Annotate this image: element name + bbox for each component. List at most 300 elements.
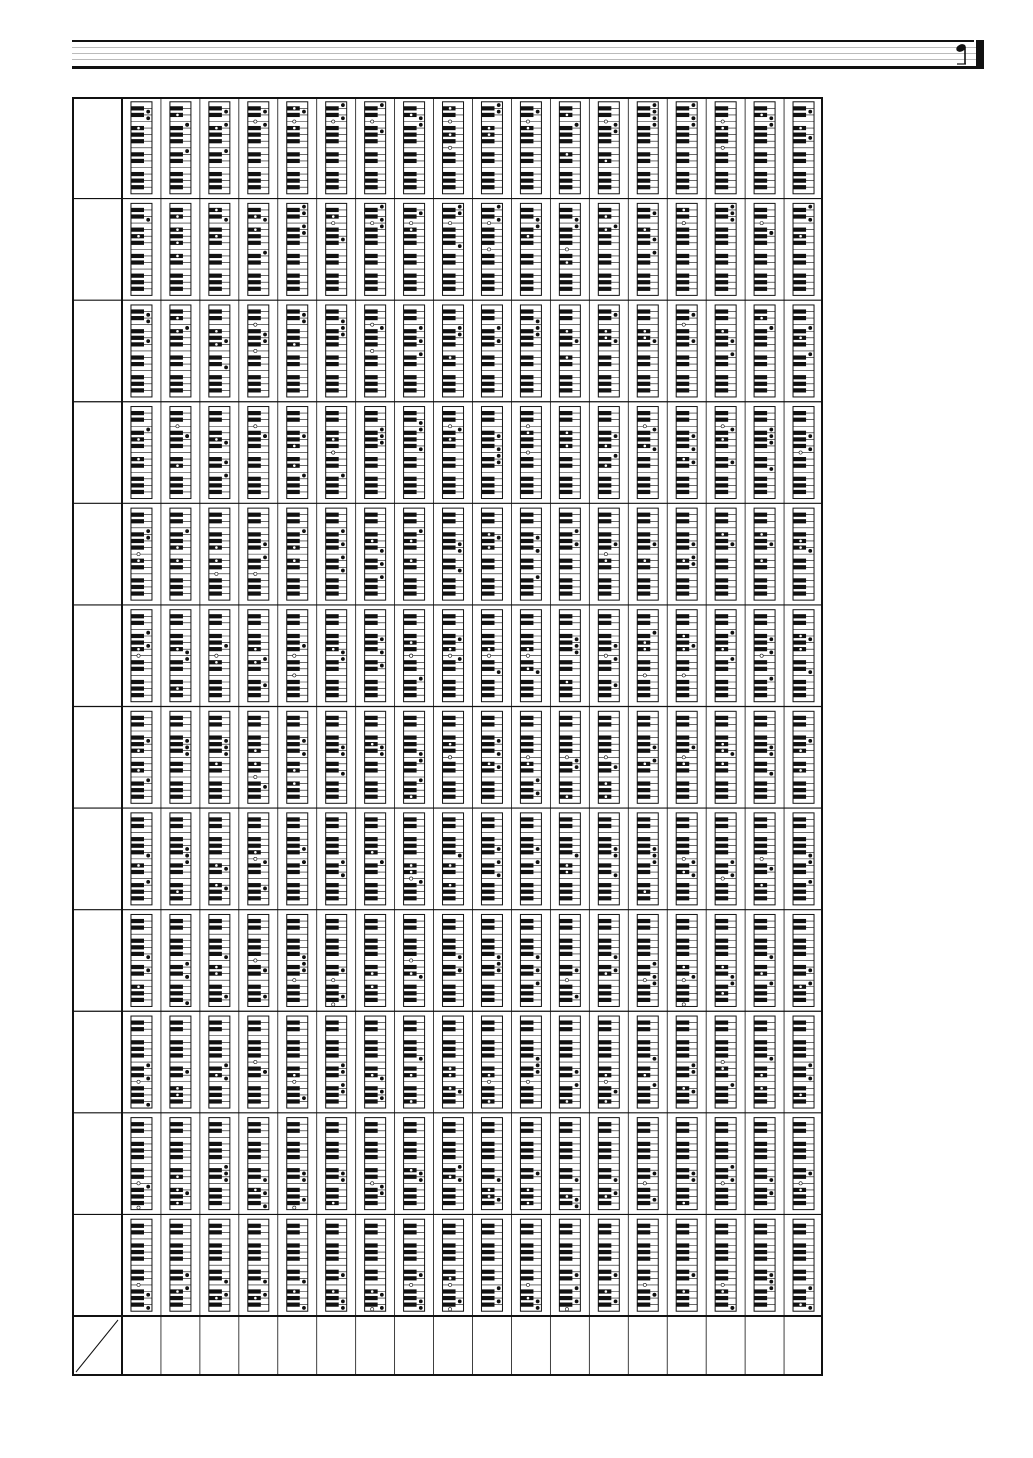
chord-dot xyxy=(809,982,812,985)
black-key xyxy=(404,490,417,494)
black-key xyxy=(793,418,806,422)
black-key xyxy=(131,795,144,799)
black-key xyxy=(676,742,689,746)
black-key xyxy=(287,837,300,841)
black-key xyxy=(209,945,222,949)
keyboard-diagram xyxy=(248,1016,269,1108)
black-key xyxy=(326,159,339,163)
black-key xyxy=(676,254,689,258)
chord-dot xyxy=(263,657,266,660)
black-key xyxy=(481,998,494,1002)
keyboard-diagram xyxy=(287,102,308,194)
black-key xyxy=(326,965,339,969)
black-key xyxy=(287,844,300,848)
black-key xyxy=(170,883,183,887)
chord-dot xyxy=(186,1070,189,1073)
black-key xyxy=(404,519,417,523)
black-key xyxy=(481,418,494,422)
black-key xyxy=(131,362,144,366)
black-key xyxy=(481,667,494,671)
black-key xyxy=(287,640,300,644)
black-key xyxy=(443,565,456,569)
black-key xyxy=(443,939,456,943)
chord-dot xyxy=(302,530,305,533)
black-key xyxy=(559,159,572,163)
black-key xyxy=(131,355,144,359)
black-key xyxy=(676,621,689,625)
keyboard-diagram xyxy=(209,711,230,803)
black-key xyxy=(287,477,300,481)
black-key xyxy=(520,1047,533,1051)
chord-dot xyxy=(293,126,296,129)
black-key xyxy=(481,208,494,212)
black-key xyxy=(481,716,494,720)
black-key xyxy=(365,667,378,671)
keyboard-diagram xyxy=(131,305,152,397)
black-key xyxy=(365,133,378,137)
black-key xyxy=(443,260,456,264)
keyboard-diagram xyxy=(559,305,580,397)
black-key xyxy=(326,850,339,854)
chord-dot xyxy=(799,985,802,988)
keyboard-diagram xyxy=(326,508,347,600)
chord-dot xyxy=(224,366,227,369)
black-key xyxy=(287,214,300,218)
chord-dot xyxy=(526,120,529,123)
chord-dot xyxy=(487,248,490,251)
black-key xyxy=(404,139,417,143)
black-key xyxy=(287,998,300,1002)
chord-dot xyxy=(799,648,802,651)
black-key xyxy=(443,781,456,785)
black-key xyxy=(443,490,456,494)
chord-dot xyxy=(371,985,374,988)
black-key xyxy=(248,1021,261,1025)
black-key xyxy=(326,693,339,697)
black-key xyxy=(131,106,144,110)
black-key xyxy=(326,939,339,943)
keyboard-diagram xyxy=(170,203,191,295)
black-key xyxy=(287,621,300,625)
black-key xyxy=(443,519,456,523)
chord-dot xyxy=(653,746,656,749)
chord-dot xyxy=(341,995,344,998)
black-key xyxy=(559,287,572,291)
black-key xyxy=(326,578,339,582)
chord-dot xyxy=(176,687,179,690)
chord-dot xyxy=(254,661,257,664)
black-key xyxy=(326,355,339,359)
black-key xyxy=(131,241,144,245)
black-key xyxy=(248,1027,261,1031)
black-key xyxy=(793,952,806,956)
black-key xyxy=(248,172,261,176)
black-key xyxy=(676,444,689,448)
black-key xyxy=(754,640,767,644)
black-key xyxy=(248,133,261,137)
black-key xyxy=(287,172,300,176)
black-key xyxy=(287,952,300,956)
black-key xyxy=(481,234,494,238)
black-key xyxy=(676,274,689,278)
black-key xyxy=(131,945,144,949)
black-key xyxy=(287,890,300,894)
black-key xyxy=(715,539,728,543)
chord-dot xyxy=(380,205,383,208)
black-key xyxy=(209,382,222,386)
chord-dot xyxy=(643,559,646,562)
chord-dot xyxy=(137,1080,140,1083)
chord-dot xyxy=(137,749,140,752)
chord-dot xyxy=(341,772,344,775)
black-key xyxy=(326,1053,339,1057)
black-key xyxy=(404,749,417,753)
keyboard-diagram xyxy=(365,305,386,397)
black-key xyxy=(637,375,650,379)
chord-dot xyxy=(487,1080,490,1083)
black-key xyxy=(326,585,339,589)
black-key xyxy=(715,621,728,625)
keyboard-diagram xyxy=(637,102,658,194)
chord-dot xyxy=(692,461,695,464)
black-key xyxy=(676,336,689,340)
black-key xyxy=(209,464,222,468)
black-key xyxy=(365,722,378,726)
black-key xyxy=(481,179,494,183)
chord-dot xyxy=(565,431,568,434)
black-key xyxy=(793,735,806,739)
black-key xyxy=(676,850,689,854)
black-key xyxy=(248,274,261,278)
black-key xyxy=(520,985,533,989)
chord-dot xyxy=(448,654,451,657)
black-key xyxy=(637,545,650,549)
black-key xyxy=(443,621,456,625)
keyboard-diagram xyxy=(559,813,580,905)
black-key xyxy=(520,972,533,976)
chord-dot xyxy=(380,1097,383,1100)
black-key xyxy=(131,621,144,625)
black-key xyxy=(170,274,183,278)
black-key xyxy=(209,214,222,218)
black-key xyxy=(209,241,222,245)
black-key xyxy=(287,513,300,517)
black-key xyxy=(637,850,650,854)
black-key xyxy=(637,926,650,930)
keyboard-diagram xyxy=(209,305,230,397)
keyboard-diagram xyxy=(520,305,541,397)
black-key xyxy=(131,214,144,218)
black-key xyxy=(365,490,378,494)
black-key xyxy=(365,483,378,487)
black-key xyxy=(754,254,767,258)
black-key xyxy=(559,1086,572,1090)
black-key xyxy=(404,309,417,313)
black-key xyxy=(365,329,378,333)
chord-dot xyxy=(682,756,685,759)
keyboard-diagram xyxy=(326,813,347,905)
black-key xyxy=(248,287,261,291)
chord-dot xyxy=(731,975,734,978)
black-key xyxy=(248,735,261,739)
keyboard-diagram xyxy=(715,711,736,803)
black-key xyxy=(715,362,728,366)
chord-dot xyxy=(692,556,695,559)
black-key xyxy=(598,837,611,841)
chord-dot xyxy=(682,870,685,873)
black-key xyxy=(637,139,650,143)
black-key xyxy=(248,444,261,448)
chord-dot xyxy=(604,120,607,123)
black-key xyxy=(326,890,339,894)
black-key xyxy=(326,431,339,435)
chord-dot xyxy=(254,749,257,752)
keyboard-diagram xyxy=(481,610,502,702)
black-key xyxy=(365,939,378,943)
chord-dot xyxy=(137,438,140,441)
chord-dot xyxy=(731,212,734,215)
black-key xyxy=(248,1067,261,1071)
black-key xyxy=(443,667,456,671)
black-key xyxy=(481,437,494,441)
black-key xyxy=(326,742,339,746)
black-key xyxy=(481,1093,494,1097)
chord-dot xyxy=(575,638,578,641)
black-key xyxy=(520,1027,533,1031)
black-key xyxy=(715,926,728,930)
chord-dot xyxy=(653,103,656,106)
black-key xyxy=(170,513,183,517)
black-key xyxy=(676,768,689,772)
black-key xyxy=(481,749,494,753)
black-key xyxy=(793,680,806,684)
black-key xyxy=(793,172,806,176)
black-key xyxy=(326,280,339,284)
black-key xyxy=(676,824,689,828)
chord-dot xyxy=(341,333,344,336)
chord-dot xyxy=(302,474,305,477)
black-key xyxy=(365,998,378,1002)
chord-dot xyxy=(371,743,374,746)
black-key xyxy=(365,228,378,232)
black-key xyxy=(520,965,533,969)
chord-dot xyxy=(371,972,374,975)
black-key xyxy=(131,375,144,379)
black-key xyxy=(676,241,689,245)
black-key xyxy=(248,336,261,340)
black-key xyxy=(131,837,144,841)
chord-dot xyxy=(565,261,568,264)
black-key xyxy=(287,939,300,943)
chord-dot xyxy=(526,654,529,657)
chord-dot xyxy=(760,884,763,887)
chord-dot xyxy=(448,884,451,887)
black-key xyxy=(404,152,417,156)
black-key xyxy=(715,578,728,582)
black-key xyxy=(637,863,650,867)
black-key xyxy=(559,1047,572,1051)
black-key xyxy=(793,260,806,264)
black-key xyxy=(287,1040,300,1044)
black-key xyxy=(481,660,494,664)
chord-dot xyxy=(448,438,451,441)
black-key xyxy=(715,490,728,494)
black-key xyxy=(598,919,611,923)
chord-dot xyxy=(293,120,296,123)
keyboard-diagram xyxy=(715,102,736,194)
black-key xyxy=(404,998,417,1002)
black-key xyxy=(520,640,533,644)
black-key xyxy=(754,735,767,739)
keyboard-diagram xyxy=(637,914,658,1006)
black-key xyxy=(481,1021,494,1025)
black-key xyxy=(481,824,494,828)
black-key xyxy=(287,863,300,867)
black-key xyxy=(170,477,183,481)
black-key xyxy=(754,722,767,726)
black-key xyxy=(793,788,806,792)
black-key xyxy=(131,382,144,386)
black-key xyxy=(131,850,144,854)
black-key xyxy=(170,991,183,995)
chord-dot xyxy=(332,438,335,441)
chord-dot xyxy=(332,221,335,224)
black-key xyxy=(404,768,417,772)
black-key xyxy=(365,795,378,799)
black-key xyxy=(715,185,728,189)
black-key xyxy=(793,329,806,333)
black-key xyxy=(481,1067,494,1071)
black-key xyxy=(443,464,456,468)
black-key xyxy=(637,749,650,753)
keyboard-diagram xyxy=(170,102,191,194)
black-key xyxy=(287,280,300,284)
black-key xyxy=(287,483,300,487)
chord-dot xyxy=(293,782,296,785)
chord-dot xyxy=(137,553,140,556)
chord-dot xyxy=(731,205,734,208)
black-key xyxy=(443,411,456,415)
black-key xyxy=(248,686,261,690)
chord-dot xyxy=(215,235,218,238)
black-key xyxy=(520,991,533,995)
black-key xyxy=(676,477,689,481)
black-key xyxy=(637,382,650,386)
black-key xyxy=(326,139,339,143)
black-key xyxy=(170,1021,183,1025)
black-key xyxy=(520,621,533,625)
chord-dot xyxy=(497,448,500,451)
black-key xyxy=(443,762,456,766)
chord-dot xyxy=(419,123,422,126)
black-key xyxy=(637,870,650,874)
black-key xyxy=(481,965,494,969)
chord-dot xyxy=(614,225,617,228)
chord-dot xyxy=(419,421,422,424)
black-key xyxy=(209,850,222,854)
chord-dot xyxy=(147,218,150,221)
chord-dot xyxy=(497,435,500,438)
keyboard-diagram xyxy=(404,914,425,1006)
black-key xyxy=(715,513,728,517)
black-key xyxy=(676,329,689,333)
black-key xyxy=(248,152,261,156)
black-key xyxy=(170,591,183,595)
chord-dot xyxy=(410,221,413,224)
black-key xyxy=(676,185,689,189)
chord-dot xyxy=(147,956,150,959)
black-key xyxy=(443,1047,456,1051)
black-key xyxy=(443,234,456,238)
black-key xyxy=(598,824,611,828)
chord-dot xyxy=(731,861,734,864)
black-key xyxy=(481,362,494,366)
black-key xyxy=(793,355,806,359)
chord-dot xyxy=(186,657,189,660)
black-key xyxy=(754,362,767,366)
black-key xyxy=(287,585,300,589)
chord-dot xyxy=(293,654,296,657)
black-key xyxy=(481,680,494,684)
keyboard-diagram xyxy=(248,102,269,194)
black-key xyxy=(793,133,806,137)
black-key xyxy=(481,991,494,995)
chord-dot xyxy=(809,136,812,139)
chord-dot xyxy=(614,956,617,959)
chord-dot xyxy=(721,120,724,123)
chord-dot xyxy=(770,441,773,444)
black-key xyxy=(793,716,806,720)
black-key xyxy=(754,998,767,1002)
black-key xyxy=(443,660,456,664)
black-key xyxy=(170,457,183,461)
black-key xyxy=(404,1021,417,1025)
chord-dot xyxy=(410,559,413,562)
chord-dot xyxy=(263,435,266,438)
black-key xyxy=(326,254,339,258)
chord-dot xyxy=(263,123,266,126)
black-key xyxy=(598,850,611,854)
black-key xyxy=(598,863,611,867)
black-key xyxy=(520,336,533,340)
chord-dot xyxy=(176,1093,179,1096)
black-key xyxy=(365,457,378,461)
chord-dot xyxy=(302,205,305,208)
black-key xyxy=(443,768,456,772)
chord-dot xyxy=(458,638,461,641)
black-key xyxy=(637,824,650,828)
chord-dot xyxy=(410,1074,413,1077)
chord-dot xyxy=(565,153,568,156)
chord-dot xyxy=(721,330,724,333)
black-key xyxy=(520,896,533,900)
black-key xyxy=(248,342,261,346)
black-key xyxy=(637,185,650,189)
black-key xyxy=(248,159,261,163)
black-key xyxy=(209,722,222,726)
black-key xyxy=(131,781,144,785)
black-key xyxy=(637,464,650,468)
black-key xyxy=(365,214,378,218)
black-key xyxy=(637,693,650,697)
chord-dot xyxy=(371,1074,374,1077)
keyboard-diagram xyxy=(131,610,152,702)
black-key xyxy=(248,870,261,874)
black-key xyxy=(598,716,611,720)
black-key xyxy=(443,585,456,589)
black-key xyxy=(559,919,572,923)
black-key xyxy=(754,686,767,690)
